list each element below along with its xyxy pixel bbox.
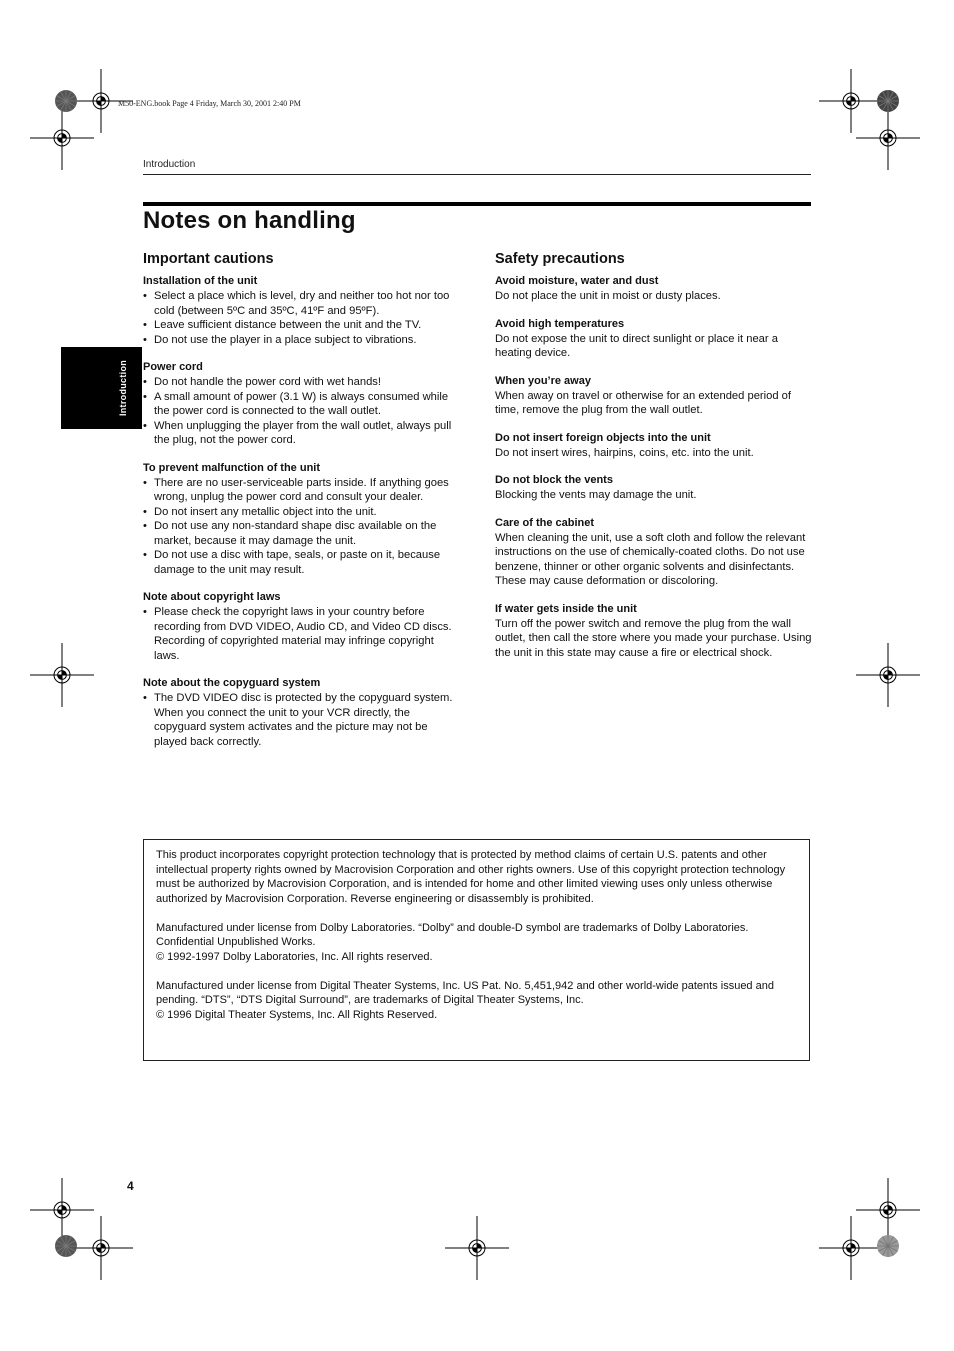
legal-notice-box xyxy=(143,839,810,1061)
cabinet-section xyxy=(495,516,813,589)
away-section xyxy=(495,374,813,418)
malfunction-section xyxy=(143,461,461,578)
registration-target-icon xyxy=(30,643,94,707)
registration-target-icon xyxy=(856,106,920,170)
list-item: • The DVD VIDEO disc is protected by the copyguard system. When you connect the unit to your VCR directly, the copyguard system activates and the picture may not be played back correctly. xyxy=(143,692,453,748)
section-tab-label: Introduction xyxy=(118,359,128,417)
power-cord-section xyxy=(143,360,461,448)
section-text: Do not place the unit in moist or dusty places. xyxy=(495,290,721,302)
section-text: Blocking the vents may damage the unit. xyxy=(495,489,697,501)
print-slug: M50-ENG.book Page 4 Friday, March 30, 2001 2:40 PM xyxy=(118,99,301,108)
bullet-icon: • xyxy=(143,319,147,331)
bullet-icon: • xyxy=(143,692,147,704)
dts-copyright: © 1996 Digital Theater Systems, Inc. All Rights Reserved. xyxy=(156,1008,438,1021)
section-heading: Note about the copyguard system xyxy=(143,677,321,689)
color-dial-icon xyxy=(54,89,78,113)
list-item: • A small amount of power (3.1 W) is always consumed while the power cord is connected to the wall outlet. xyxy=(143,390,449,417)
bullet-icon: • xyxy=(143,476,147,489)
color-dial-icon xyxy=(876,89,900,113)
section-heading: Installation of the unit xyxy=(143,275,258,287)
moisture-section xyxy=(495,274,813,304)
bullet-icon: • xyxy=(143,390,147,403)
list-item: • There are no user-serviceable parts inside. If anything goes wrong, unplug the power cord and consult your dealer. xyxy=(143,476,449,503)
section-heading: If water gets inside the unit xyxy=(495,602,637,615)
section-text: When cleaning the unit, use a soft cloth and follow the relevant instructions on the use of chemically-coated cloths. Do not use benzene, thinner or other organic solvents and disinfectants. These may cause deformation or discoloring. xyxy=(495,531,806,587)
bullet-icon: • xyxy=(143,606,147,618)
dolby-copyright: © 1992-1997 Dolby Laboratories, Inc. All rights reserved. xyxy=(156,950,433,963)
list-item: • Do not use any non-standard shape disc available on the market, because it may damage the unit. xyxy=(143,520,437,547)
section-heading: Do not insert foreign objects into the unit xyxy=(495,431,711,444)
macrovision-notice: This product incorporates copyright protection technology that is protected by method claims of certain U.S. patents and other intellectual property rights owned by Macrovision Corporation and other rights owners. Use of this copyright protection technology must be authorized by Macrovision Corporation, and is intended for home and other limited viewing uses only unless otherwise authorized by Macrovision Corporation. Reverse engineering or disassembly is prohibited. xyxy=(156,849,786,905)
section-text: Do not insert wires, hairpins, coins, etc. into the unit. xyxy=(495,446,754,459)
important-cautions-heading: Important cautions xyxy=(143,251,274,267)
bullet-icon: • xyxy=(143,333,147,346)
section-heading: When you’re away xyxy=(495,374,591,387)
title-rule xyxy=(143,202,811,206)
bullet-icon: • xyxy=(143,549,147,561)
section-heading: Care of the cabinet xyxy=(495,516,595,529)
header-rule xyxy=(143,174,811,175)
installation-section xyxy=(143,274,461,347)
safety-precautions-heading: Safety precautions xyxy=(495,251,625,267)
page-title: Notes on handling xyxy=(143,207,356,234)
list-item: • Leave sufficient distance between the unit and the TV. xyxy=(143,319,422,331)
section-text: When away on travel or otherwise for an extended period of time, remove the plug from the wall outlet. xyxy=(495,389,792,416)
safety-precautions-column xyxy=(495,250,813,673)
registration-target-icon xyxy=(445,1216,509,1280)
water-section xyxy=(495,602,813,661)
important-cautions-column xyxy=(143,250,461,762)
registration-target-icon xyxy=(856,643,920,707)
bullet-icon: • xyxy=(143,520,147,532)
section-text: Do not expose the unit to direct sunlight or place it near a heating device. xyxy=(495,332,778,359)
list-item: • Please check the copyright laws in your country before recording from DVD VIDEO, Audio CD, and Video CD discs. Recording of copyrighted material may infringe copyright laws. xyxy=(143,606,452,662)
bullet-icon: • xyxy=(143,505,147,518)
section-heading: To prevent malfunction of the unit xyxy=(143,461,321,474)
copyright-section xyxy=(143,590,461,663)
color-dial-icon xyxy=(54,1234,78,1258)
page-number: 4 xyxy=(127,1179,134,1193)
dolby-confidential: Confidential Unpublished Works. xyxy=(156,936,316,948)
section-heading: Do not block the vents xyxy=(495,474,613,486)
color-dial-icon xyxy=(876,1234,900,1258)
list-item: • Do not insert any metallic object into the unit. xyxy=(143,505,377,518)
copyguard-section xyxy=(143,676,461,749)
vents-section xyxy=(495,473,813,503)
foreign-objects-section xyxy=(495,431,813,461)
bullet-icon: • xyxy=(143,419,147,432)
dolby-notice: Manufactured under license from Dolby Laboratories. “Dolby” and double-D symbol are trademarks of Dolby Laboratories. xyxy=(156,921,749,934)
temperature-section xyxy=(495,317,813,361)
section-heading: Avoid high temperatures xyxy=(495,317,625,330)
registration-target-icon xyxy=(69,1216,133,1280)
section-text: Turn off the power switch and remove the plug from the wall outlet, then call the store where you made your purchase. Using the unit in this state may cause a fire or electrical shock. xyxy=(495,617,812,659)
list-item: • Select a place which is level, dry and neither too hot nor too cold (between 5ºC and 35ºC, 41ºF and 95ºF). xyxy=(143,290,450,317)
dts-notice: Manufactured under license from Digital Theater Systems, Inc. US Pat. No. 5,451,942 and other world-wide patents issued and pending. “DTS”, “DTS Digital Surround”, are trademarks of Digital Theater Systems, Inc. xyxy=(156,979,774,1006)
section-heading: Note about copyright laws xyxy=(143,591,281,603)
bullet-icon: • xyxy=(143,376,147,388)
list-item: • Do not handle the power cord with wet hands! xyxy=(143,376,381,388)
list-item: • Do not use a disc with tape, seals, or paste on it, because damage to the unit may result. xyxy=(143,549,441,576)
registration-target-icon xyxy=(819,1216,883,1280)
running-head: Introduction xyxy=(143,159,196,170)
section-tab xyxy=(61,347,142,429)
list-item: • When unplugging the player from the wall outlet, always pull the plug, not the power cord. xyxy=(143,419,452,446)
section-heading: Power cord xyxy=(143,361,203,373)
section-heading: Avoid moisture, water and dust xyxy=(495,275,659,287)
list-item: • Do not use the player in a place subject to vibrations. xyxy=(143,333,417,346)
bullet-icon: • xyxy=(143,290,147,302)
registration-target-icon xyxy=(30,106,94,170)
